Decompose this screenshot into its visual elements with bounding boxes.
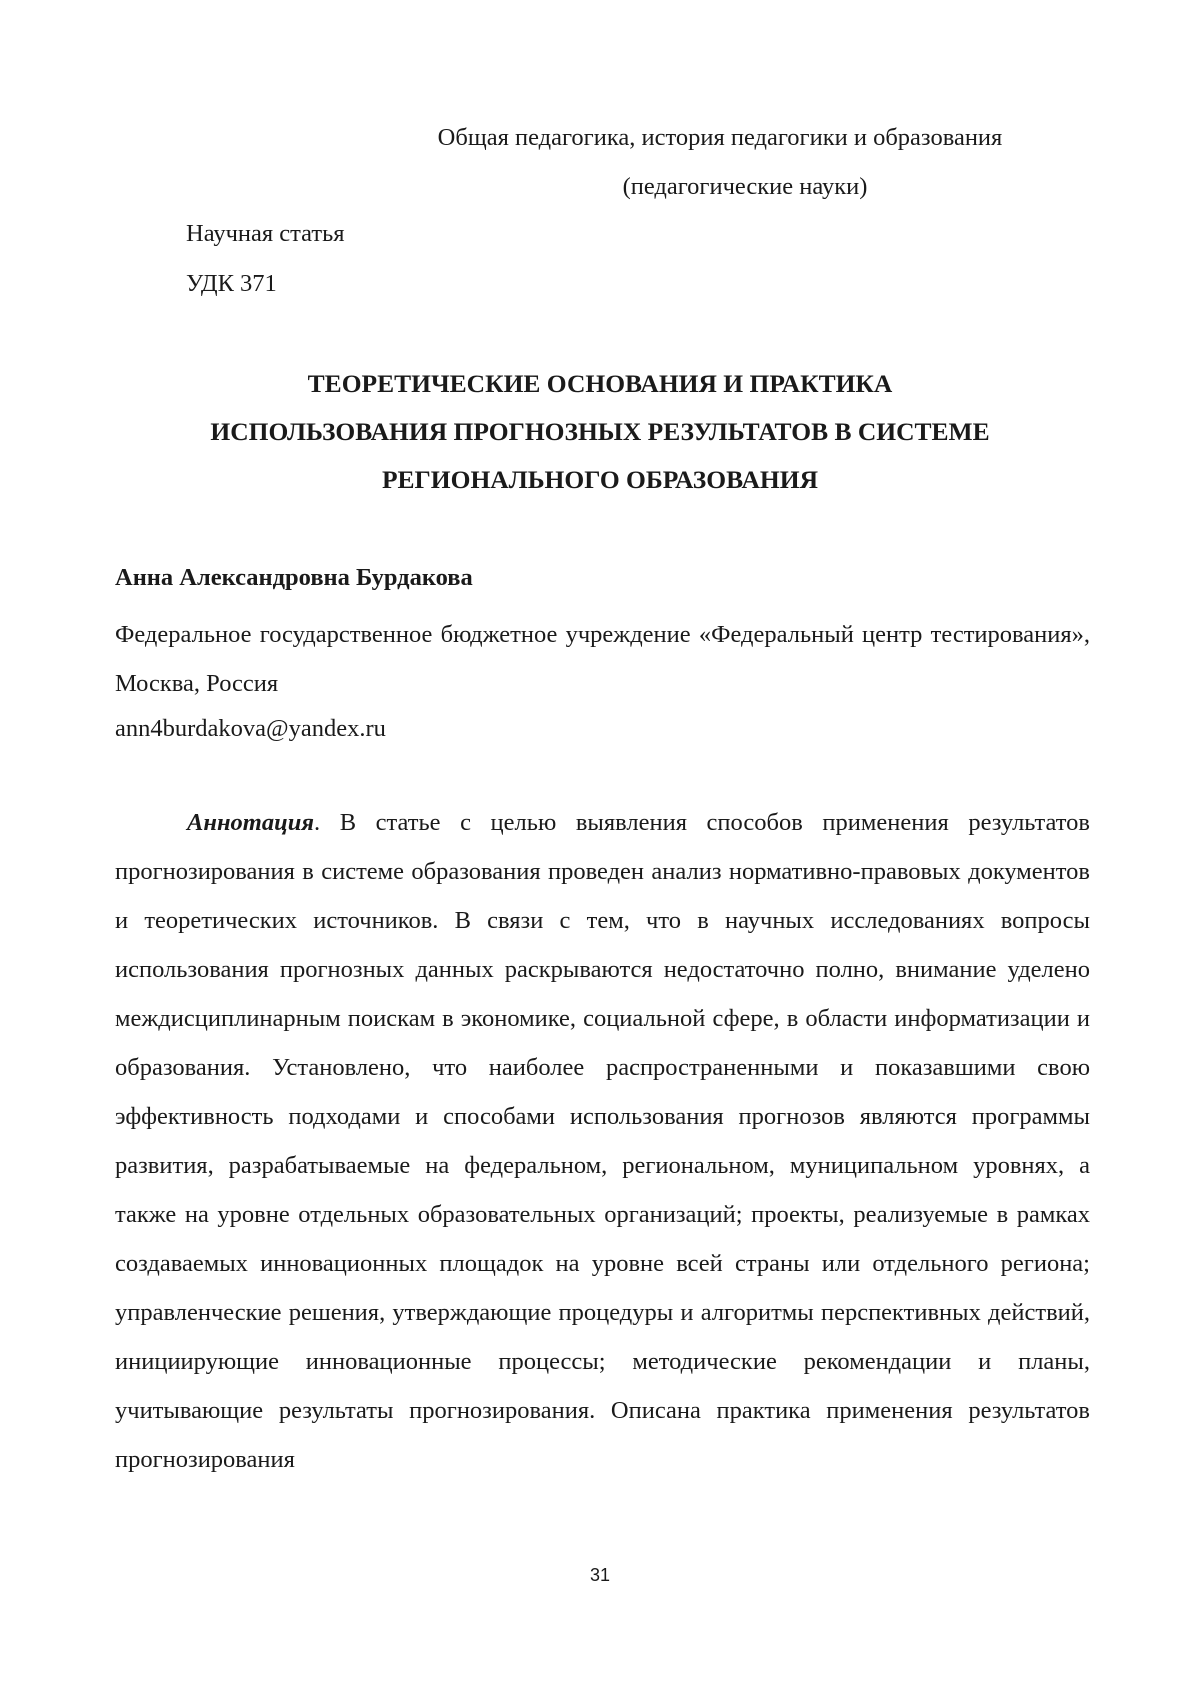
specialty-line-1: Общая педагогика, история педагогики и образования (437, 124, 1003, 151)
page-number: 31 (589, 1565, 611, 1585)
specialty-line-2: (педагогические науки) (622, 173, 868, 200)
author-email: ann4burdakova@yandex.ru (115, 715, 386, 742)
abstract-paragraph (115, 798, 1090, 1484)
article-type: Научная статья (186, 220, 345, 247)
abstract-text: . В статье с целью выявления способов применения результатов прогнозирования в системе образования проведен анализ нормативно-правовых документов и теоретических источников. В связи с тем, что в научных исследованиях вопросы использования прогнозных данных раскрываются недостаточно полно, внимание уделено междисциплинарным поискам в экономике, социальной сфере, в области информатизации и образования. Установлено, что наиболее распространенными и показавшими свою эффективность подходами и способами использования прогнозов являются программы развития, разрабатываемые на федеральном, региональном, муниципальном уровнях, а также на уровне отдельных образовательных организаций; проекты, реализуемые в рамках создаваемых инновационных площадок на уровне всей страны или отдельного региона; управленческие решения, утверждающие процедуры и алгоритмы перспективных действий, инициирующие инновационные процессы; методические рекомендации и планы, учитывающие результаты прогнозирования. Описана практика применения результатов прогнозирования (115, 809, 1090, 1473)
udc-code: УДК 371 (186, 270, 277, 297)
article-title-line-2: ИСПОЛЬЗОВАНИЯ ПРОГНОЗНЫХ РЕЗУЛЬТАТОВ В СИСТЕМЕ (210, 417, 990, 446)
article-title-line-1: ТЕОРЕТИЧЕСКИЕ ОСНОВАНИЯ И ПРАКТИКА (307, 369, 893, 398)
abstract-label: Аннотация (187, 809, 314, 836)
author-affiliation: Федеральное государственное бюджетное учреждение «Федеральный центр тестирования», Москва, Россия (115, 621, 1090, 697)
author-affiliation-block (115, 610, 1090, 708)
article-title-line-3: РЕГИОНАЛЬНОГО ОБРАЗОВАНИЯ (381, 465, 819, 494)
abstract-block (115, 798, 1090, 1484)
author-name: Анна Александровна Бурдакова (115, 564, 473, 591)
